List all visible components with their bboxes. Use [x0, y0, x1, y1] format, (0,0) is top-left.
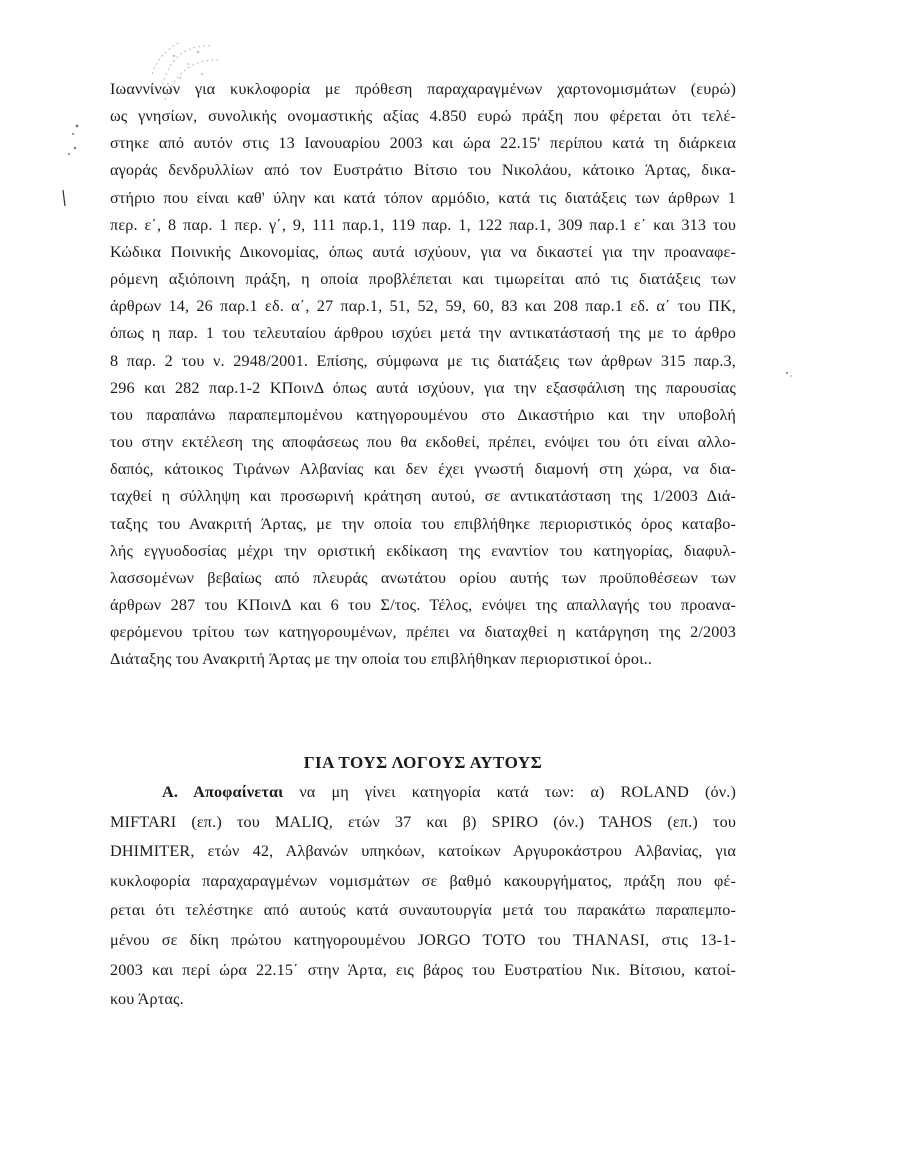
body-line: λής εγγυοδοσίας μέχρι την οριστική εκδίκαση της εναντίον του κατηγορίας, διαφυλ-: [110, 541, 736, 560]
body-line: ως γνησίων, συνολικής ονομαστικής αξίας 4.850 ευρώ πράξη που φέρεται ότι τελέ-: [110, 107, 736, 126]
body-line: Ιωαννίνων για κυκλοφορία με πρόθεση παραχαραγμένων χαρτονομισμάτων (ευρώ): [110, 80, 736, 98]
section-a-label: Α. Αποφαίνεται: [162, 783, 284, 801]
body-line: του στην εκτέλεση της αποφάσεως που θα εκδοθεί, πρέπει, ενόψει του ότι είναι αλλο-: [110, 433, 736, 452]
margin-scribble-mark: [55, 118, 85, 218]
section-heading: ΓΙΑ ΤΟΥΣ ΛΟΓΟΥΣ ΑΥΤΟΥΣ: [303, 753, 543, 772]
body-line: 296 και 282 παρ.1-2 ΚΠοινΔ όπως αυτά ισχύουν, για την εξασφάλιση της παρουσίας: [110, 378, 736, 397]
body-line: άρθρων 287 του ΚΠοινΔ και 6 του Σ/τος. Τέλος, ενόψει της απαλλαγής του προανα-: [110, 595, 736, 614]
decision-line: DHIMITER, ετών 42, Αλβανών υπηκόων, κατοίκων Αργυροκάστρου Αλβανίας, για: [110, 842, 736, 861]
decision-line-first: [110, 778, 736, 808]
body-line: ρόμενη αξιόποινη πράξη, η οποία προβλέπεται και τιμωρείται από τις διατάξεις των: [110, 270, 736, 289]
body-line: 8 παρ. 2 του ν. 2948/2001. Επίσης, σύμφωνα με τις διατάξεις των άρθρων 315 παρ.3,: [110, 351, 736, 370]
body-line: περ. ε΄, 8 παρ. 1 περ. γ΄, 9, 111 παρ.1, 119 παρ. 1, 122 παρ.1, 309 παρ.1 ε΄ και 313 του: [110, 215, 736, 234]
decision-line: ρεται ότι τελέστηκε από αυτούς κατά συναυτουργία μετά του παρακάτω παραπεμπο-: [110, 901, 736, 920]
body-line: στηκε από αυτόν στις 13 Ιανουαρίου 2003 και ώρα 22.15' περίπου κατά τη διάρκεια: [110, 134, 736, 153]
decision-line: κου Άρτας.: [110, 990, 184, 1009]
body-line: δαπός, κάτοικος Τιράνων Αλβανίας και δεν έχει γνωστή διαμονή στη χώρα, να δια-: [110, 460, 736, 479]
decision-line: 2003 και περί ώρα 22.15΄ στην Άρτα, εις βάρος του Ευστρατίου Νικ. Βίτσιου, κατοί-: [110, 960, 736, 979]
decision-line: MIFTARI (επ.) του MALIQ, ετών 37 και β) SPIRO (όν.) TAHOS (επ.) του: [110, 812, 736, 831]
body-line: αγοράς δενδρυλλίων από τον Ευστράτιο Βίτσιο του Νικολάου, κάτοικο Άρτας, δικα-: [110, 161, 736, 180]
body-line: λασσομένων βεβαίως από πλευράς ανωτάτου ορίου αυτής των προϋποθέσεων των: [110, 568, 736, 587]
body-line: στήριο που είναι καθ' ύλην και κατά τόπον αρμόδιο, κατά τις διατάξεις των άρθρων 1: [110, 188, 736, 207]
body-paragraph: [110, 76, 736, 673]
body-line: ταχθεί η σύλληψη και προσωρινή κράτηση αυτού, σε αντικατάσταση της 1/2003 Διά-: [110, 487, 736, 506]
body-line: του παραπάνω παραπεμπομένου κατηγορουμένου στο Δικαστήριο και την υποβολή: [110, 405, 736, 424]
decision-paragraph: [110, 778, 736, 1015]
body-line: Διάταξης του Ανακριτή Άρτας με την οποία του επιβλήθηκαν περιοριστικοί όροι..: [110, 650, 653, 669]
decision-line-text: να μη γίνει κατηγορία κατά των: α) ROLAND (όν.): [283, 783, 736, 801]
body-line: ταξης του Ανακριτή Άρτας, με την οποία του επιβλήθηκε περιοριστικός όρος καταβο-: [110, 514, 736, 533]
scan-speck-mark: [784, 370, 794, 380]
body-line: άρθρων 14, 26 παρ.1 εδ. α΄, 27 παρ.1, 51, 52, 59, 60, 83 και 208 παρ.1 εδ. α΄ του ΠΚ,: [110, 297, 736, 316]
body-line: όπως η παρ. 1 του τελευταίου άρθρου ισχύει μετά την αντικατάστασή της με το άρθρο: [110, 324, 736, 343]
body-line: Κώδικα Ποινικής Δικονομίας, όπως αυτά ισχύουν, για να δικαστεί για την προαναφε-: [110, 242, 736, 261]
body-line: φερόμενου τρίτου των κατηγορουμένων, πρέπει να διαταχθεί η κατάργηση της 2/2003: [110, 623, 736, 642]
decision-line: μένου σε δίκη πρώτου κατηγορουμένου JORGO TOTO του THANASI, στις 13-1-: [110, 930, 736, 949]
decision-line: κυκλοφορία παραχαραγμένων νομισμάτων σε βαθμό κακουργήματος, πράξη που φέ-: [110, 871, 736, 890]
